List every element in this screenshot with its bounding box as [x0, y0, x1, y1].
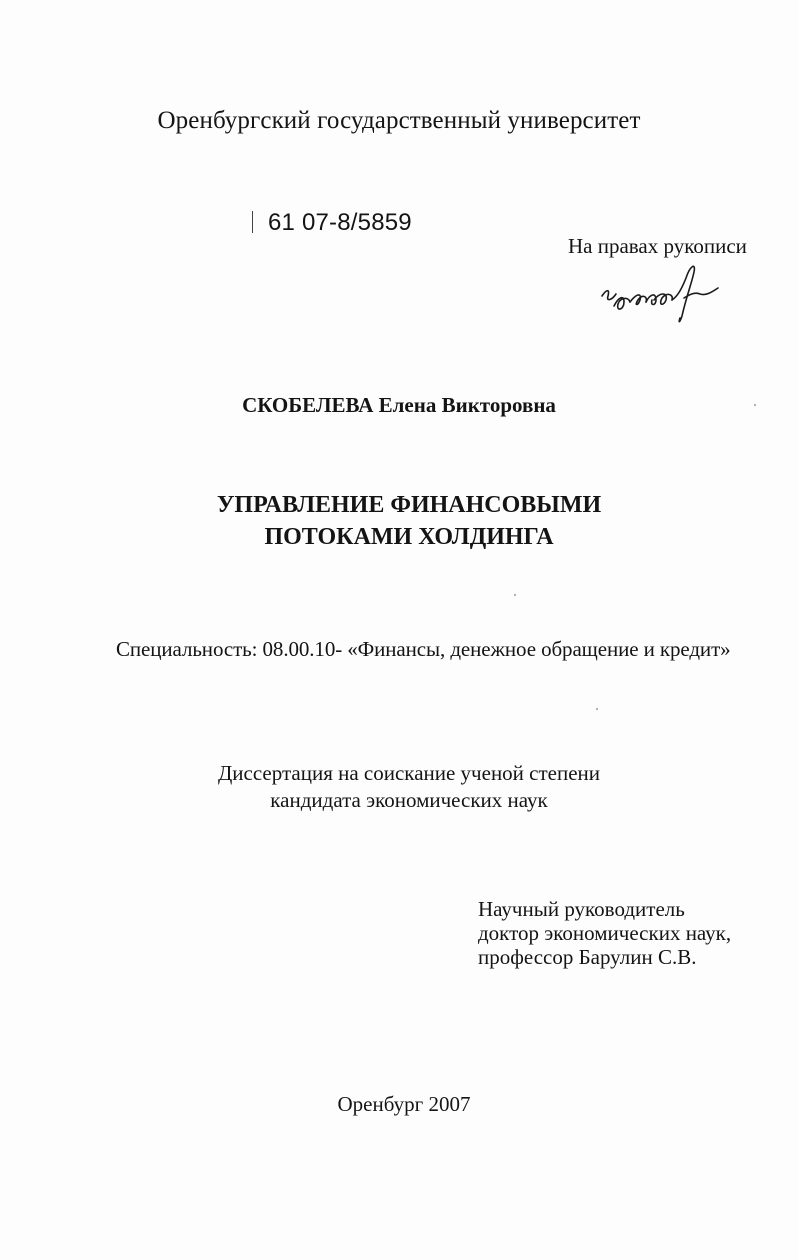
supervisor-line-3: профессор Барулин С.В.: [478, 945, 697, 969]
scan-speck: [596, 708, 598, 710]
dissertation-title-line-1: УПРАВЛЕНИЕ ФИНАНСОВЫМИ: [216, 492, 602, 518]
institution-name: Оренбургский государственный университет: [157, 107, 641, 134]
dissertation-title-line-2: ПОТОКАМИ ХОЛДИНГА: [264, 524, 554, 550]
supervisor-line-1: Научный руководитель: [478, 897, 685, 921]
archive-code: 61 07-8/5859: [268, 209, 412, 236]
author-name: СКОБЕЛЕВА Елена Викторовна: [242, 393, 556, 417]
degree-line-2: кандидата экономических наук: [270, 788, 548, 812]
manuscript-rights-note: На правах рукописи: [568, 234, 747, 258]
speciality-line: Специальность: 08.00.10- «Финансы, денежное обращение и кредит»: [116, 637, 731, 661]
degree-line-1: Диссертация на соискание ученой степени: [217, 761, 601, 785]
city-and-year: Оренбург 2007: [337, 1092, 471, 1116]
scan-speck: [754, 404, 756, 406]
handwritten-signature: [596, 258, 736, 328]
supervisor-line-2: доктор экономических наук,: [478, 921, 732, 945]
archive-stamp-mark: [252, 211, 253, 233]
scan-speck: [514, 594, 516, 596]
